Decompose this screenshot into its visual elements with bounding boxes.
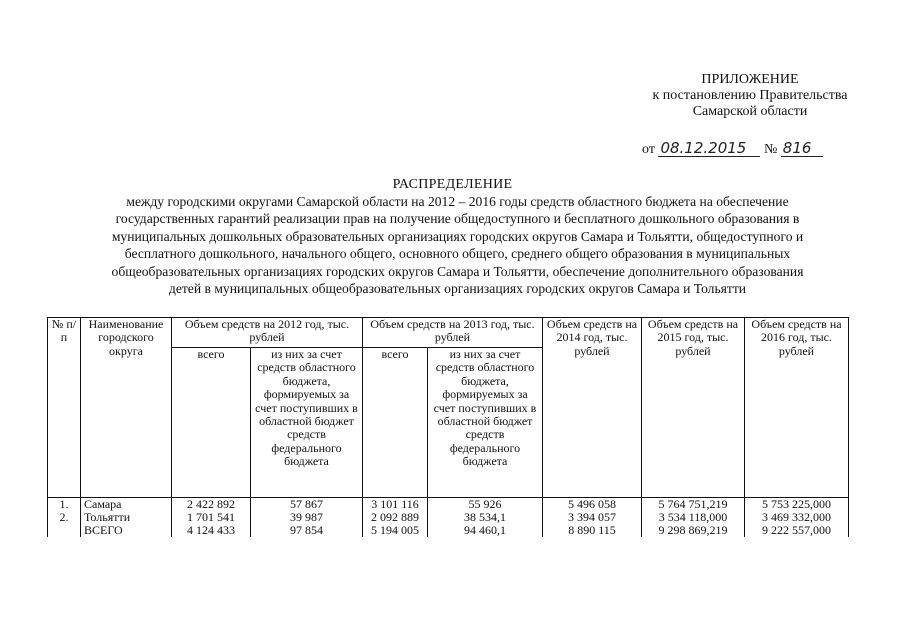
header-2016: Объем средств на 2016 год, тыс. рублей [745, 318, 849, 498]
row-2013-federal: 38 534,1 [428, 511, 543, 524]
row-name: Самара [81, 498, 172, 512]
row-2013-federal: 55 926 [428, 498, 543, 512]
appendix-header [600, 72, 900, 120]
header-name: Наименование городского округа [81, 318, 172, 498]
row-2012-federal: 57 867 [251, 498, 363, 512]
row-2012-federal: 97 854 [251, 524, 363, 537]
appendix-region: Самарской области [692, 104, 808, 119]
header-2015: Объем средств на 2015 год, тыс. рублей [642, 318, 745, 498]
row-num [48, 524, 81, 537]
subtitle-line: бесплатного дошкольного, начального общего, основного общего, среднего общего образования в муниципальных [124, 246, 791, 262]
row-2016: 3 469 332,000 [745, 511, 849, 524]
row-name: ВСЕГО [81, 524, 172, 537]
header-2012-federal: из них за счет средств областного бюджета, формируемых за счет поступивших в областной бюджет средств федерального бюджета [251, 348, 363, 498]
row-2013-total: 3 101 116 [363, 498, 428, 512]
row-2015: 9 298 869,219 [642, 524, 745, 537]
distribution-table [47, 317, 849, 537]
decree-line [642, 140, 823, 158]
row-num: 2. [48, 511, 81, 524]
row-2012-total: 4 124 433 [172, 524, 251, 537]
row-2012-federal: 39 987 [251, 511, 363, 524]
header-num: № п/п [48, 318, 81, 498]
header-2012-total: всего [172, 348, 251, 498]
decree-from-label: от [642, 142, 655, 157]
decree-number-label: № [763, 142, 778, 157]
row-2014: 8 890 115 [543, 524, 642, 537]
decree-date: 08.12.2015 [658, 140, 760, 157]
row-2015: 3 534 118,000 [642, 511, 745, 524]
appendix-decree-ref: к постановлению Правительства [652, 88, 848, 103]
subtitle-line: общеобразовательных организациях городских округов Самара и Тольятти, обеспечение дополнительного образования [111, 263, 804, 279]
subtitle-line: муниципальных дошкольных образовательных организациях городских округов Самара и Тольятти, общедоступного и [111, 228, 804, 244]
row-2012-total: 2 422 892 [172, 498, 251, 512]
document-title: РАСПРЕДЕЛЕНИЕ [392, 177, 513, 192]
header-2013: Объем средств на 2013 год, тыс. рублей [363, 318, 543, 348]
row-2015: 5 764 751,219 [642, 498, 745, 512]
row-num: 1. [48, 498, 81, 512]
row-2013-federal: 94 460,1 [428, 524, 543, 537]
document-subtitle [50, 193, 865, 297]
header-2014: Объем средств на 2014 год, тыс. рублей [543, 318, 642, 498]
row-2013-total: 2 092 889 [363, 511, 428, 524]
decree-number: 816 [781, 140, 823, 157]
header-2013-total: всего [363, 348, 428, 498]
row-2012-total: 1 701 541 [172, 511, 251, 524]
header-2013-federal: из них за счет средств областного бюджета, формируемых за счет поступивших в областной бюджет средств федерального бюджета [428, 348, 543, 498]
row-2016: 9 222 557,000 [745, 524, 849, 537]
row-2013-total: 5 194 005 [363, 524, 428, 537]
appendix-label: ПРИЛОЖЕНИЕ [701, 72, 799, 87]
row-2016: 5 753 225,000 [745, 498, 849, 512]
row-2014: 3 394 057 [543, 511, 642, 524]
subtitle-line: государственных гарантий реализации прав на получение общедоступного и бесплатного дошкольного образования в [115, 211, 800, 227]
table-row [48, 498, 849, 512]
subtitle-line: между городскими округами Самарской области на 2012 – 2016 годы средств областного бюджета на обеспечение [126, 194, 789, 209]
table-row-total [48, 524, 849, 537]
subtitle-line: детей в муниципальных общеобразовательных организациях городских округов Самара и Тольятти [168, 281, 747, 297]
table-row [48, 511, 849, 524]
header-2012: Объем средств на 2012 год, тыс. рублей [172, 318, 363, 348]
row-2014: 5 496 058 [543, 498, 642, 512]
row-name: Тольятти [81, 511, 172, 524]
